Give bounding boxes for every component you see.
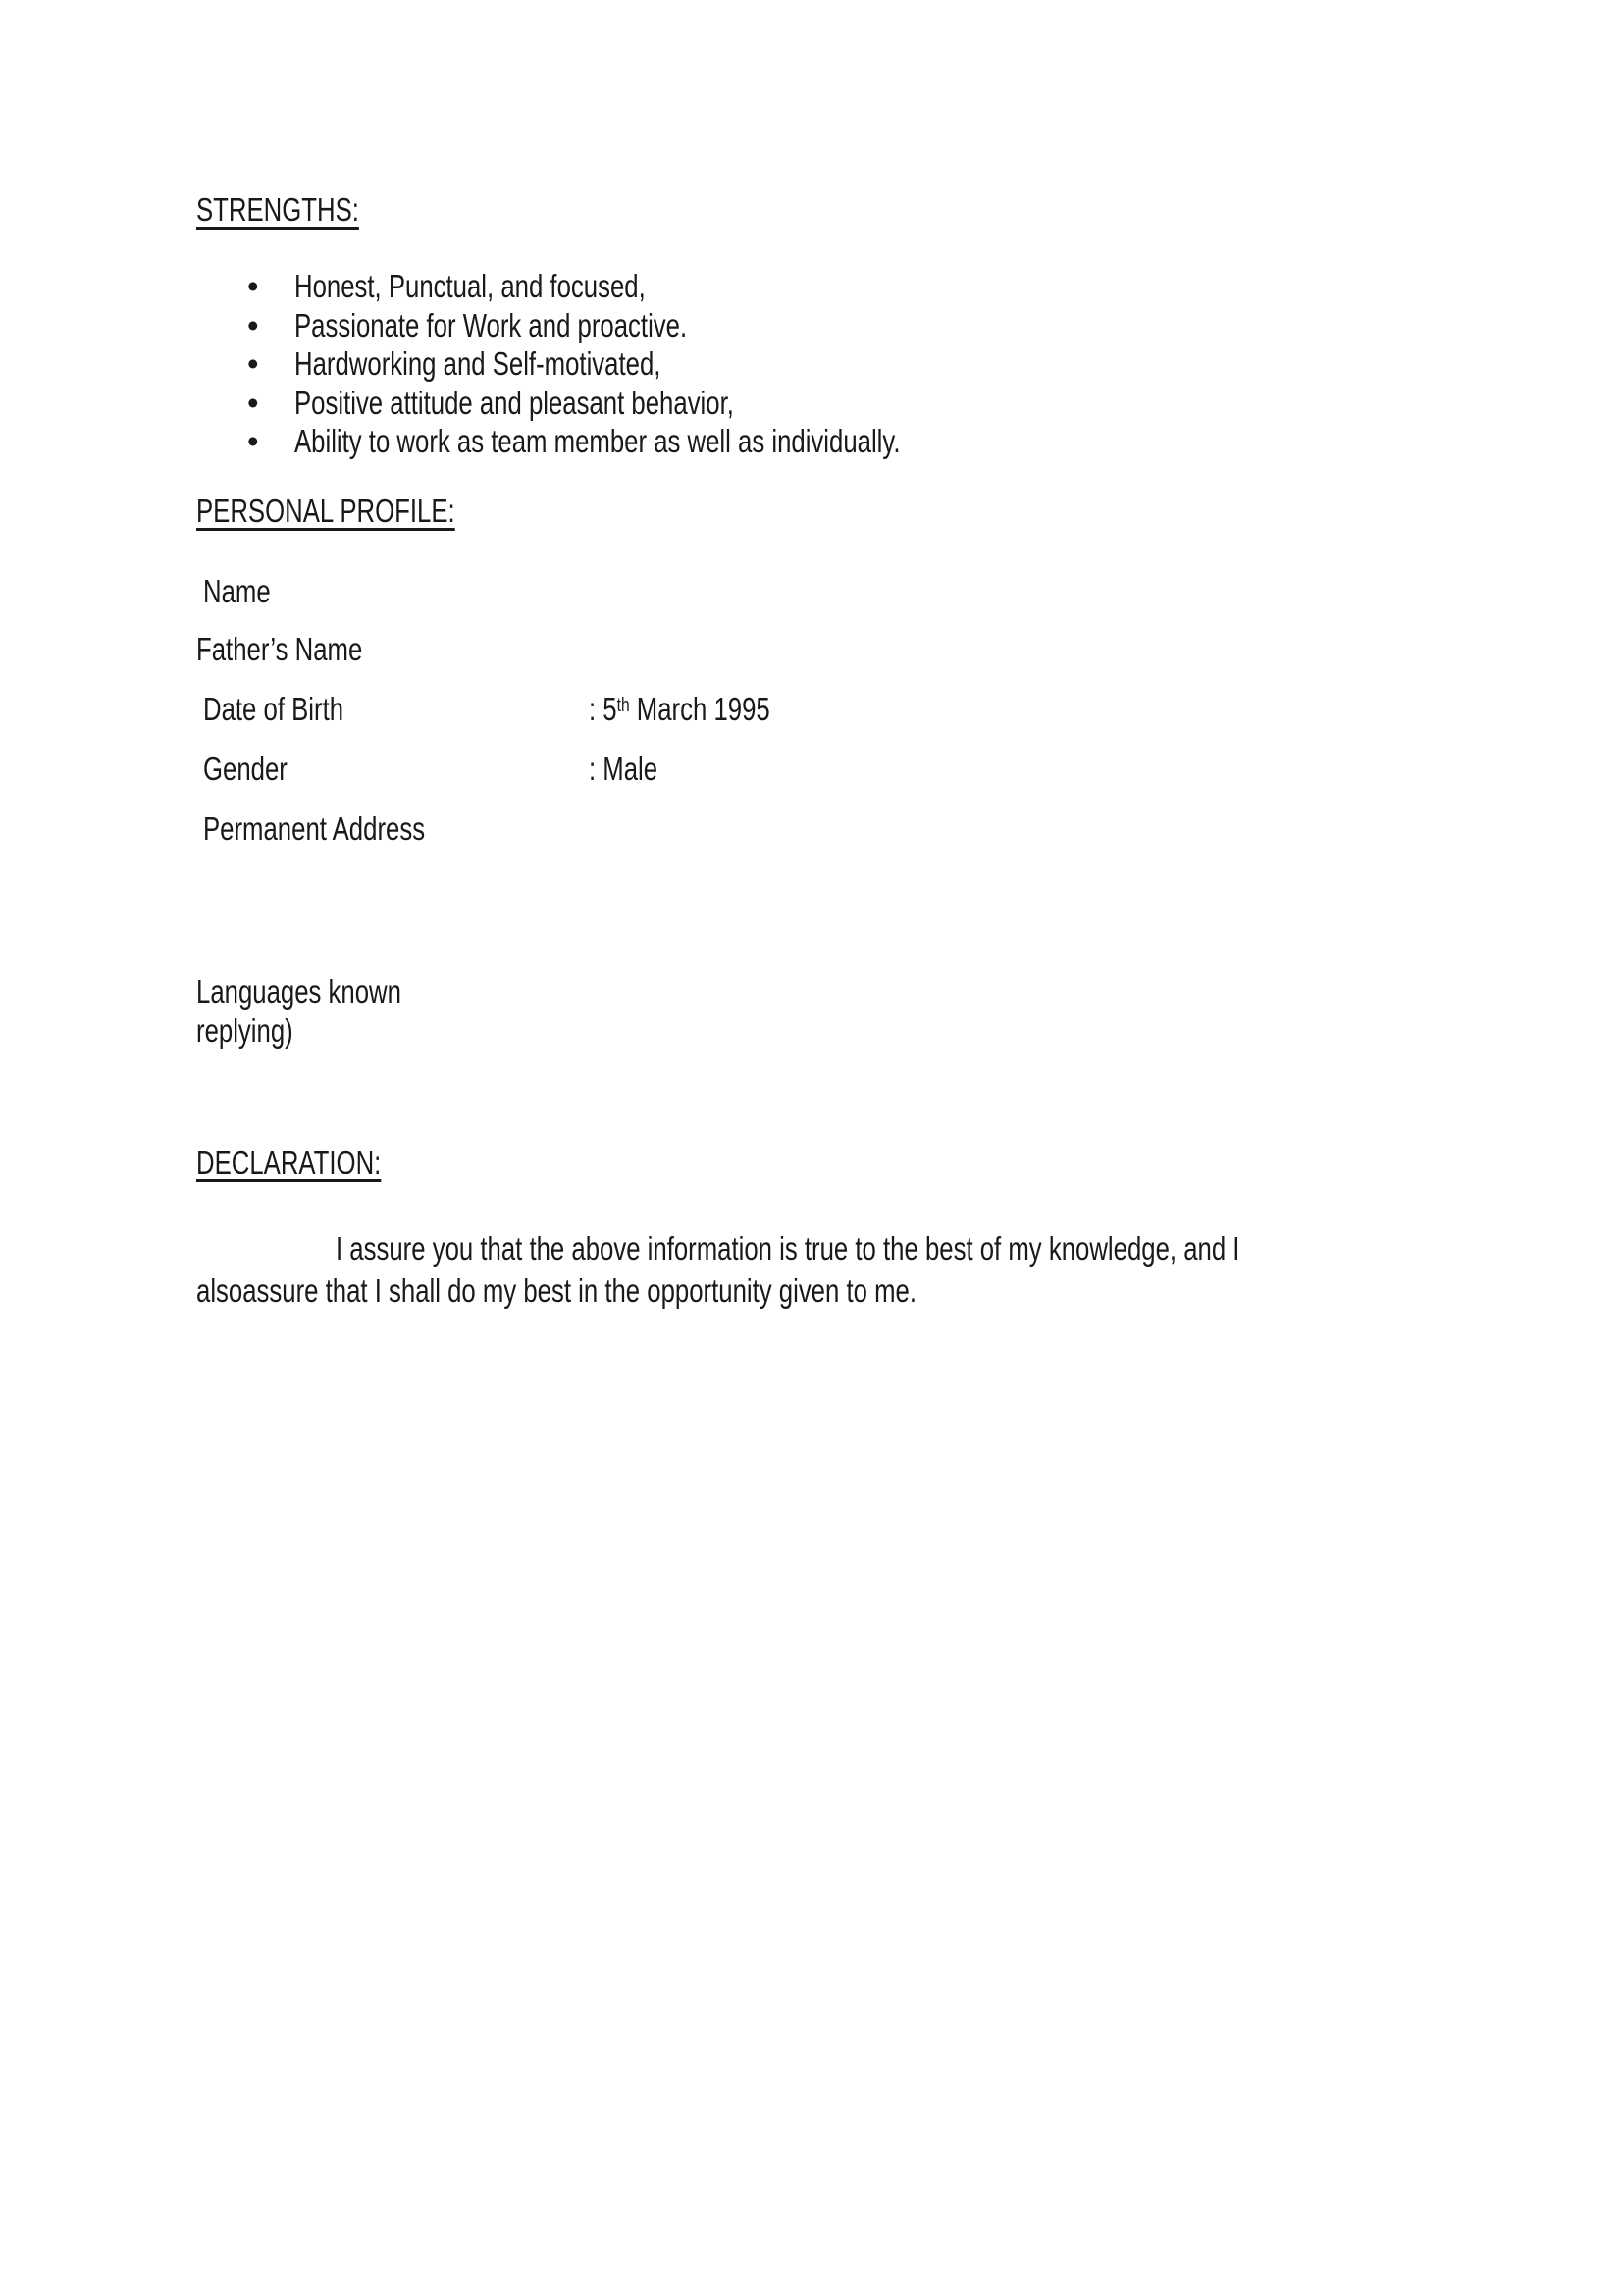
list-item bbox=[247, 306, 1072, 345]
profile-value-date-of-birth bbox=[589, 690, 821, 729]
declaration-heading-text: DECLARATION: bbox=[196, 1144, 382, 1180]
strengths-heading-text: STRENGTHS: bbox=[196, 191, 359, 228]
profile-label-permanent-address: Permanent Address bbox=[203, 810, 426, 847]
date-of-birth-value: : 5th March 1995 bbox=[589, 691, 770, 727]
declaration-line-2: alsoassure that I shall do my best in the opportunity given to me. bbox=[196, 1273, 917, 1309]
profile-row-gender bbox=[203, 750, 311, 789]
languages-line-2: replying) bbox=[196, 1013, 293, 1049]
profile-label-date-of-birth: Date of Birth bbox=[203, 691, 344, 727]
profile-row-date-of-birth bbox=[203, 690, 383, 729]
ordinal-superscript: th bbox=[616, 695, 630, 716]
strengths-list bbox=[247, 267, 1072, 461]
bullet-icon: • bbox=[247, 345, 259, 382]
bullet-icon: • bbox=[247, 423, 259, 459]
profile-label-fathers-name: Father’s Name bbox=[196, 631, 363, 667]
languages-known-paragraph bbox=[196, 972, 459, 1051]
profile-row-name bbox=[203, 572, 289, 611]
profile-row-fathers-name bbox=[196, 630, 409, 669]
profile-label-name: Name bbox=[203, 573, 271, 609]
list-item-text: Honest, Punctual, and focused, bbox=[294, 268, 646, 304]
declaration-paragraph bbox=[196, 1227, 1494, 1312]
languages-line-1: Languages known bbox=[196, 973, 401, 1010]
declaration-line-1: I assure you that the above information is true to the best of my knowledge, and I bbox=[336, 1230, 1240, 1267]
list-item bbox=[247, 422, 1072, 461]
strengths-section-heading bbox=[196, 190, 405, 230]
personal-profile-section-heading bbox=[196, 492, 528, 531]
bullet-icon: • bbox=[247, 268, 259, 304]
list-item-text: Ability to work as team member as well as individually. bbox=[294, 423, 901, 459]
list-item-text: Passionate for Work and proactive. bbox=[294, 306, 688, 343]
profile-value-gender bbox=[589, 750, 677, 789]
gender-value: : Male bbox=[589, 751, 658, 787]
list-item bbox=[247, 344, 1072, 384]
declaration-section-heading bbox=[196, 1143, 433, 1182]
personal-profile-heading-text: PERSONAL PROFILE: bbox=[196, 493, 455, 529]
profile-row-permanent-address bbox=[203, 809, 488, 849]
list-item-text: Positive attitude and pleasant behavior, bbox=[294, 384, 734, 421]
list-item bbox=[247, 267, 1072, 306]
bullet-icon: • bbox=[247, 384, 259, 421]
bullet-icon: • bbox=[247, 306, 259, 343]
list-item bbox=[247, 384, 1072, 423]
profile-label-gender: Gender bbox=[203, 751, 288, 787]
list-item-text: Hardworking and Self-motivated, bbox=[294, 345, 661, 382]
